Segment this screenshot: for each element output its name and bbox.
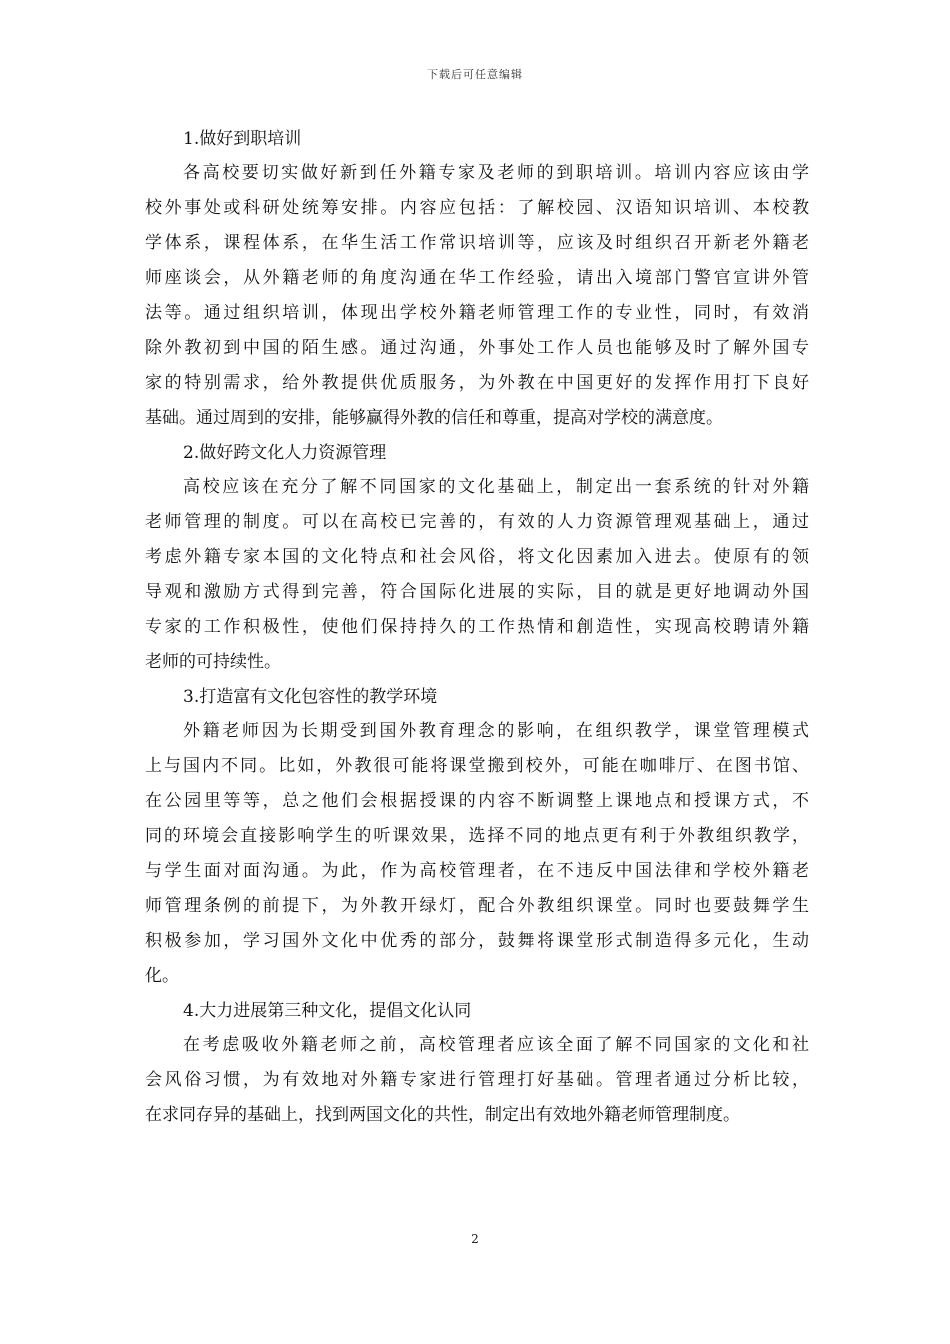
section-heading: 4.大力进展第三种文化，提倡文化认同 (183, 1001, 472, 1021)
text-line: 上与国内不同。比如，外教很可能将课堂搬到校外，可能在咖啡厅、在图书馆、 (145, 756, 809, 776)
text-line: 在求同存异的基础上，找到两国文化的共性，制定出有效地外籍老师管理制度。 (145, 1105, 740, 1125)
text-line: 会风俗习惯，为有效地对外籍专家进行管理打好基础。管理者通过分析比较， (145, 1070, 809, 1090)
page-header: 下载后可任意编辑 (427, 68, 523, 81)
text-line: 除外教初到中国的陌生感。通过沟通，外事处工作人员也能够及时了解外国专 (145, 338, 809, 358)
text-line: 与学生面对面沟通。为此，作为高校管理者，在不违反中国法律和学校外籍老 (145, 861, 809, 881)
paragraph (145, 714, 809, 994)
text-line: 在考虑吸收外籍老师之前，高校管理者应该全面了解不同国家的文化和社 (183, 1035, 809, 1055)
text-line: 老师管理的制度。可以在高校已完善的，有效的人力资源管理观基础上，通过 (145, 512, 809, 532)
text-line: 同的环境会直接影响学生的听课效果，选择不同的地点更有利于外教组织教学， (145, 826, 809, 846)
paragraph (145, 470, 809, 680)
text-line: 法等。通过组织培训，体现出学校外籍老师管理工作的专业性，同时，有效消 (145, 303, 809, 323)
text-line: 家的特别需求，给外教提供优质服务，为外教在中国更好的发挥作用打下良好 (145, 373, 809, 393)
text-line: 各高校要切实做好新到任外籍专家及老师的到职培训。培训内容应该由学 (183, 163, 809, 183)
page-number: 2 (471, 1232, 479, 1246)
text-line: 导观和激励方式得到完善，符合国际化进展的实际，目的就是更好地调动外国 (145, 582, 809, 602)
text-line: 师管理条例的前提下，为外教开绿灯，配合外教组织课堂。同时也要鼓舞学生 (145, 896, 809, 916)
section-heading: 3.打造富有文化包容性的教学环境 (183, 687, 438, 707)
text-line: 基础。通过周到的安排，能够赢得外教的信任和尊重，提高对学校的满意度。 (145, 408, 723, 428)
document-body (145, 122, 809, 1133)
paragraph (145, 156, 809, 436)
section-heading: 1.做好到职培训 (183, 129, 302, 149)
text-line: 考虑外籍专家本国的文化特点和社会风俗，将文化因素加入进去。使原有的领 (145, 547, 809, 567)
paragraph (145, 1028, 809, 1133)
text-line: 专家的工作积极性，使他们保持持久的工作热情和創造性，实现高校聘请外籍 (145, 617, 809, 637)
text-line: 学体系，课程体系，在华生活工作常识培训等，应该及时组织召开新老外籍老 (145, 233, 809, 253)
section-heading: 2.做好跨文化人力资源管理 (183, 443, 387, 463)
text-line: 外籍老师因为长期受到国外教育理念的影响，在组织教学，课堂管理模式 (183, 721, 809, 741)
text-line: 校外事处或科研处统筹安排。内容应包括：了解校园、汉语知识培训、本校教 (145, 198, 809, 218)
text-line: 在公园里等等，总之他们会根据授课的内容不断调整上课地点和授课方式，不 (145, 791, 809, 811)
text-line: 积极参加，学习国外文化中优秀的部分，鼓舞将课堂形式制造得多元化，生动 (145, 931, 809, 951)
text-line: 高校应该在充分了解不同国家的文化基础上，制定出一套系统的针对外籍 (183, 477, 809, 497)
text-line: 师座谈会，从外籍老师的角度沟通在华工作经验，请出入境部门警官宣讲外管 (145, 268, 809, 288)
text-line: 老师的可持续性。 (145, 652, 281, 672)
text-line: 化。 (145, 966, 179, 986)
